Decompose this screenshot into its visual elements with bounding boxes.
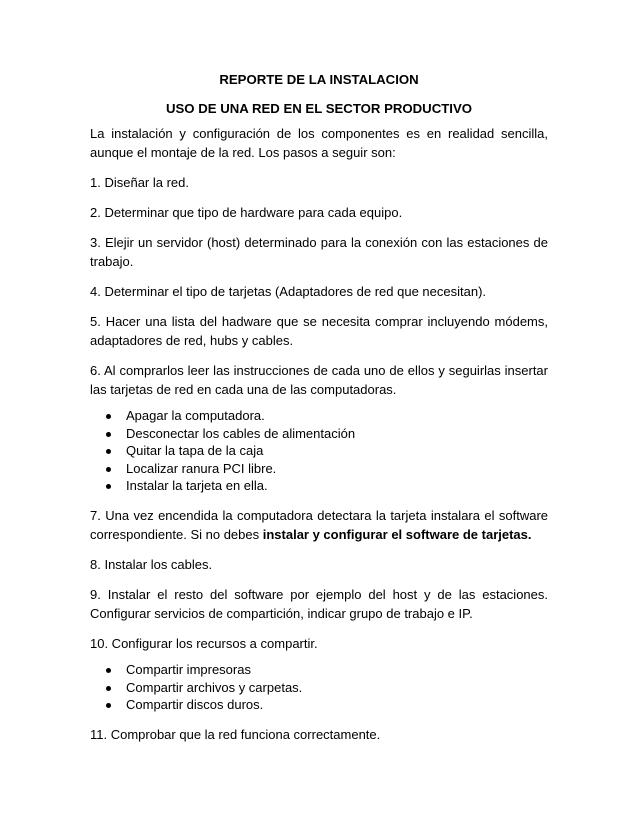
step-2: 2. Determinar que tipo de hardware para cada equipo. (90, 205, 403, 220)
bullet-icon (106, 467, 111, 472)
list-item (90, 661, 548, 679)
step-10: 10. Configurar los recursos a compartir. (90, 635, 318, 651)
list-item-text: Localizar ranura PCI libre. (126, 460, 277, 476)
bullet-icon (106, 414, 111, 419)
bullet-icon (106, 668, 111, 673)
bullet-icon (106, 432, 111, 437)
hardware-install-list (90, 407, 548, 495)
report-body (90, 124, 548, 744)
list-item-text: Compartir archivos y carpetas. (126, 679, 303, 695)
list-item (90, 460, 548, 478)
list-item-text: Desconectar los cables de alimentación (126, 425, 356, 441)
list-item (90, 425, 548, 443)
list-item (90, 679, 548, 697)
list-item (90, 407, 548, 425)
list-item (90, 442, 548, 460)
step-7-text: 7. Una vez encendida la computadora detectara la tarjeta instalara el software correspondiente. Si no debes (90, 507, 548, 542)
report-subtitle: USO DE UNA RED EN EL SECTOR PRODUCTIVO (165, 101, 473, 116)
bullet-icon (106, 686, 111, 691)
step-7 (90, 506, 548, 544)
step-3: 3. Elejir un servidor (host) determinado para la conexión con las estaciones de trabajo. (90, 235, 548, 269)
share-resources-list (90, 661, 548, 714)
step-4: 4. Determinar el tipo de tarjetas (Adaptadores de red que necesitan). (90, 284, 487, 299)
step-9: 9. Instalar el resto del software por ejemplo del host y de las estaciones. Configurar servicios de compartición, indicar grupo de trabajo e IP. (90, 586, 548, 621)
intro-paragraph: La instalación y configuración de los componentes es en realidad sencilla, aunque el montaje de la red. Los pasos a seguir son: (90, 126, 548, 160)
step-8: 8. Instalar los cables. (90, 556, 213, 572)
bullet-icon (106, 449, 111, 454)
step-1: 1. Diseñar la red. (90, 175, 189, 190)
step-11: 11. Comprobar que la red funciona correctamente. (90, 726, 381, 742)
bullet-icon (106, 703, 111, 708)
report-title: REPORTE DE LA INSTALACION (219, 72, 419, 87)
list-item-text: Apagar la computadora. (126, 408, 265, 423)
step-7-bold-text: instalar y configurar el software de tarjetas. (262, 526, 532, 542)
list-item (90, 696, 548, 714)
list-item-text: Instalar la tarjeta en ella. (126, 478, 268, 494)
list-item (90, 477, 548, 495)
list-item-text: Compartir impresoras (126, 661, 251, 677)
step-5: 5. Hacer una lista del hadware que se necesita comprar incluyendo módems, adaptadores de red, hubs y cables. (90, 314, 548, 348)
list-item-text: Quitar la tapa de la caja (126, 443, 264, 459)
step-6: 6. Al comprarlos leer las instrucciones de cada uno de ellos y seguirlas insertar las tarjetas de red en cada una de las computadoras. (90, 363, 548, 397)
bullet-icon (106, 484, 111, 489)
list-item-text: Compartir discos duros. (126, 697, 264, 713)
